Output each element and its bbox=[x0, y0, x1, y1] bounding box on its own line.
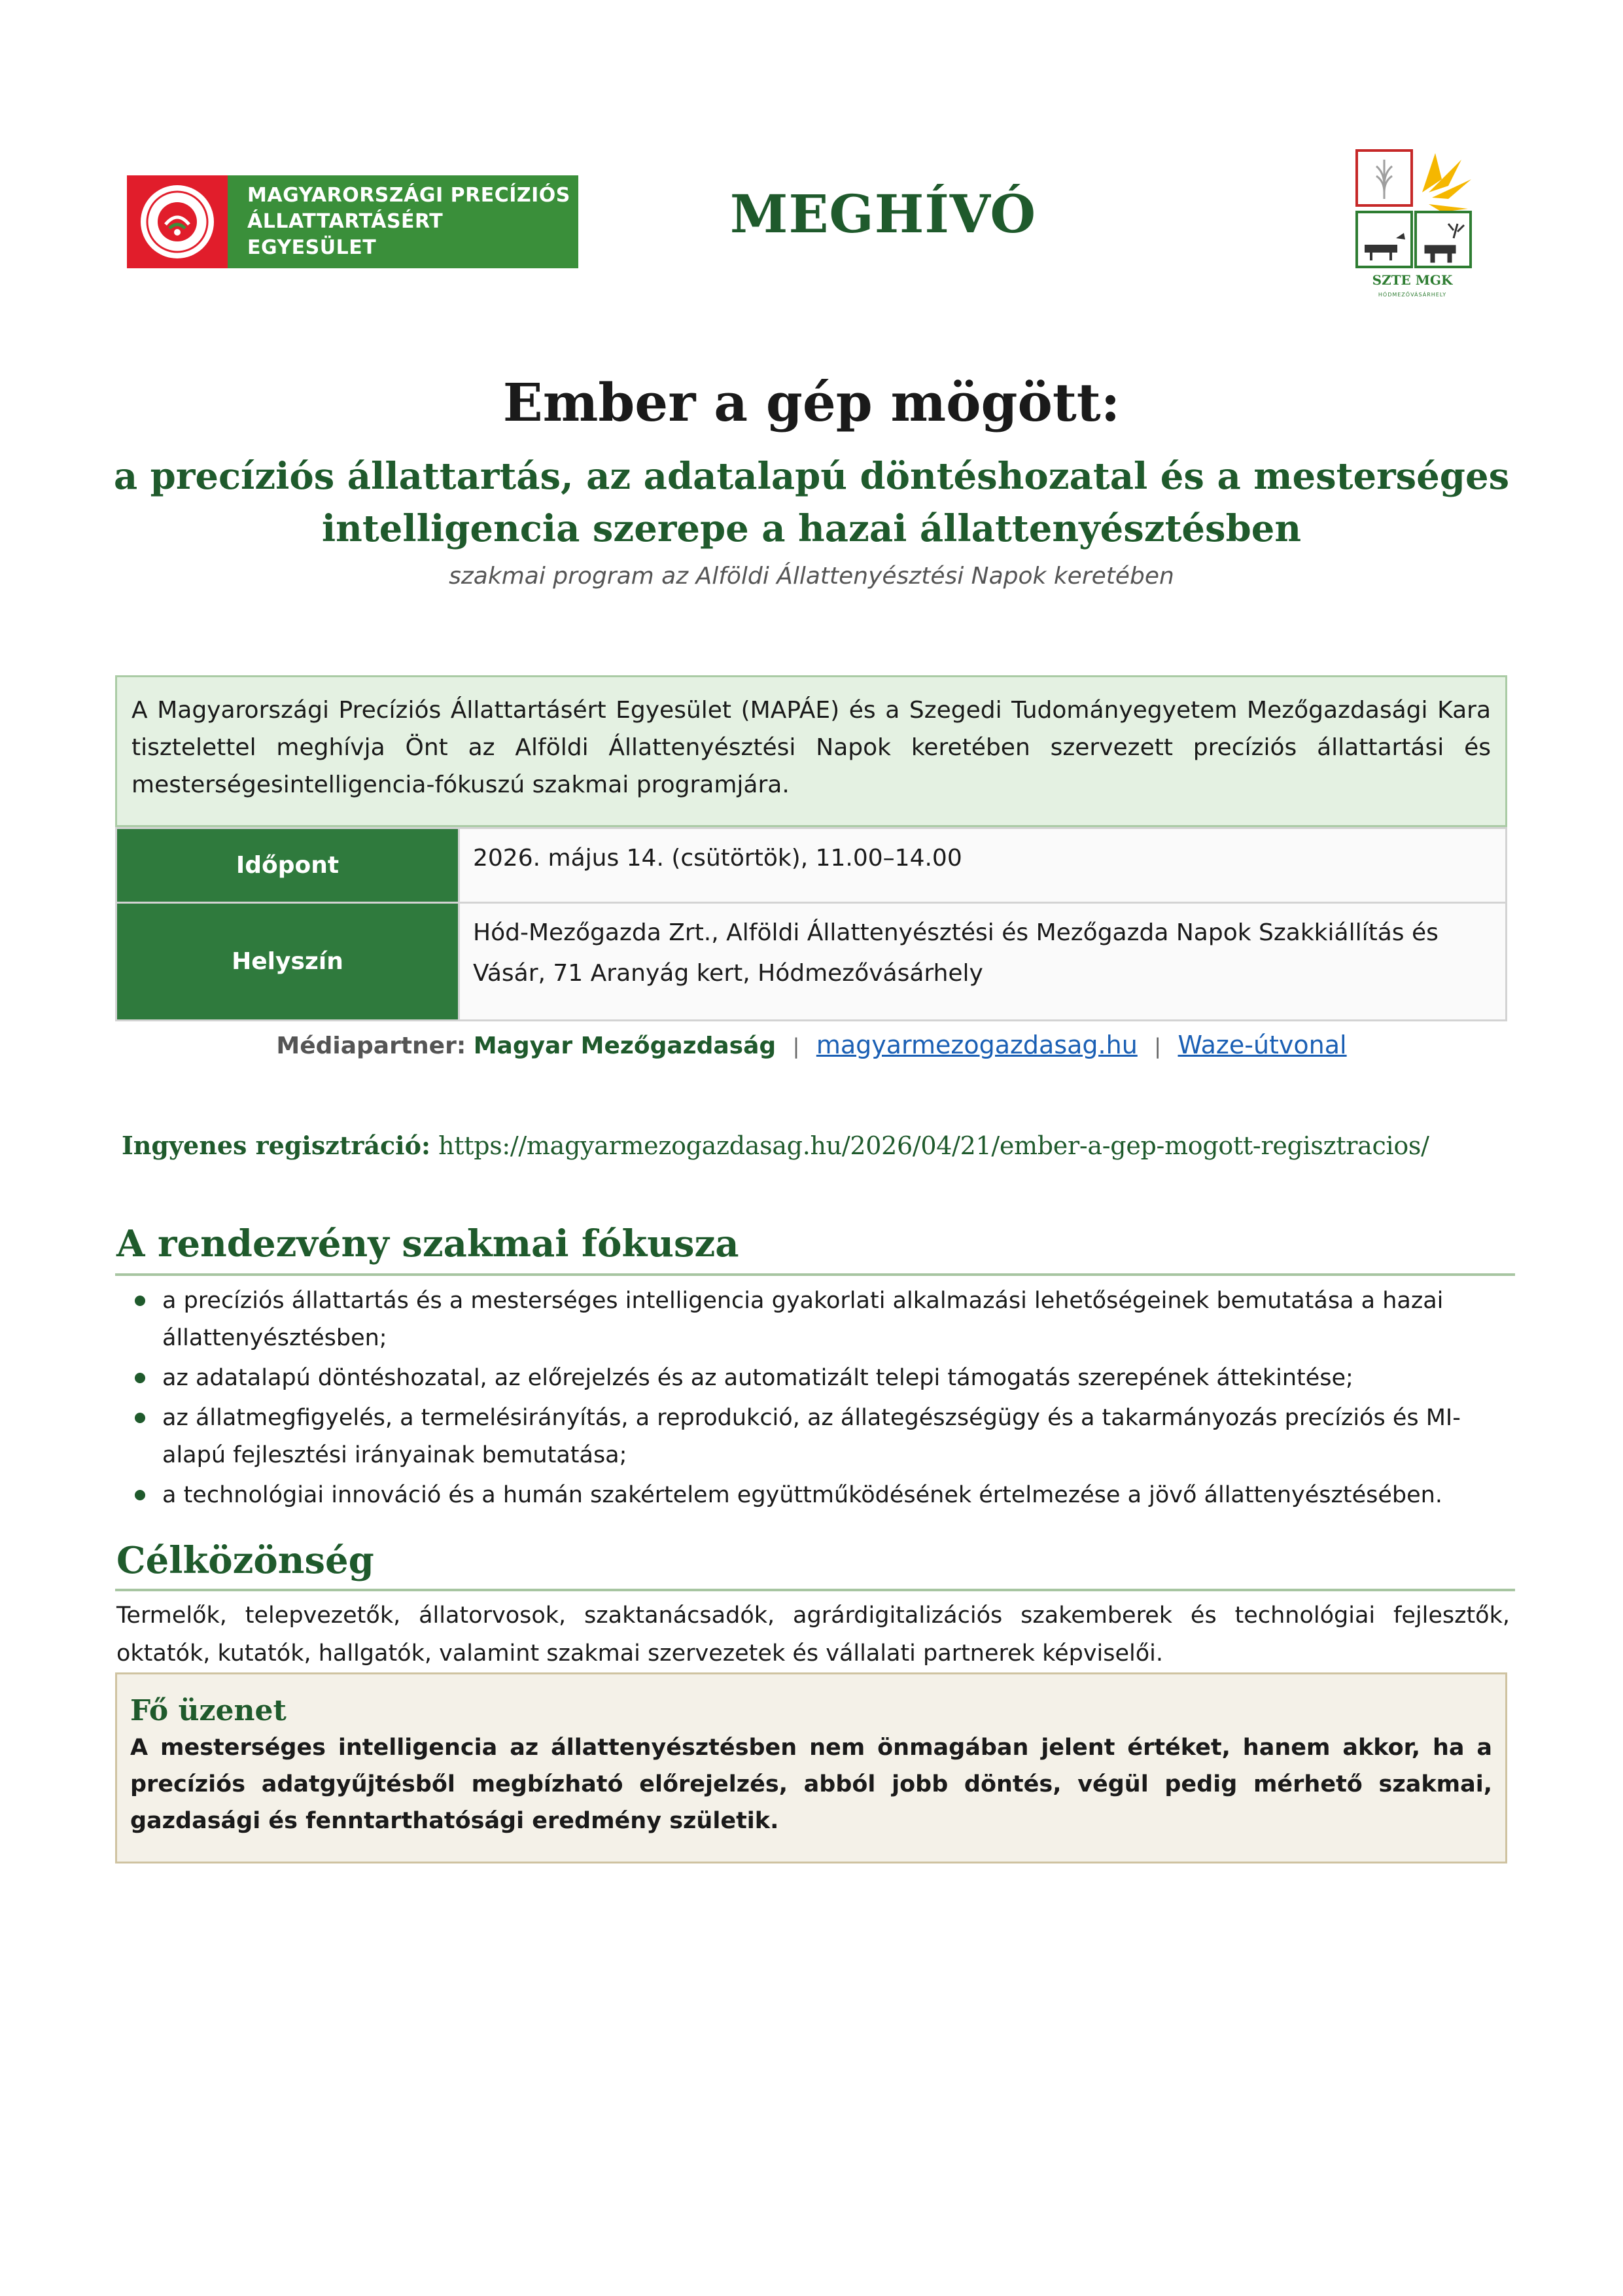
media-partner-label: Médiapartner: bbox=[276, 1033, 466, 1059]
bullet-icon bbox=[135, 1413, 145, 1423]
szte-mgk-city: HÓDMEZŐVÁSÁRHELY bbox=[1378, 292, 1447, 298]
venue-label: Helyszín bbox=[116, 903, 459, 1021]
bullet-icon bbox=[135, 1490, 145, 1500]
date-label: Időpont bbox=[116, 828, 459, 903]
separator: | bbox=[792, 1034, 800, 1059]
mapae-emblem-icon bbox=[127, 175, 228, 268]
szte-mgk-logo bbox=[1350, 147, 1475, 310]
document-type-heading: MEGHÍVÓ bbox=[729, 183, 1037, 245]
event-subtitle-line2: intelligencia szerepe a hazai állattenyésztésben bbox=[321, 507, 1302, 550]
focus-list bbox=[131, 1282, 1511, 1517]
date-value: 2026. május 14. (csütörtök), 11.00–14.00 bbox=[459, 828, 1507, 903]
registration-label: Ingyenes regisztráció: bbox=[122, 1131, 430, 1160]
event-tagline: szakmai program az Alföldi Állattenyésztési Napok keretében bbox=[449, 563, 1174, 590]
event-title: Ember a gép mögött: bbox=[502, 372, 1121, 433]
mapae-logo bbox=[127, 175, 578, 268]
media-website-link[interactable]: magyarmezogazdasag.hu bbox=[816, 1031, 1138, 1059]
invitation-box bbox=[115, 675, 1507, 827]
bullet-icon bbox=[135, 1373, 145, 1383]
list-item-text: a technológiai innováció és a humán szakértelem együttműködésének értelmezése a jövő állattenyésztésében. bbox=[162, 1482, 1442, 1508]
szte-mgk-name: SZTE MGK bbox=[1372, 272, 1453, 288]
list-item bbox=[131, 1282, 1511, 1357]
waze-route-link[interactable]: Waze-útvonal bbox=[1178, 1031, 1347, 1059]
audience-text: Termelők, telepvezetők, állatorvosok, szaktanácsadók, agrárdigitalizációs szakemberek és technológiai fejlesztők, oktatók, kutatók, hallgatók, valamint szakmai szervezetek és vállalati partnerek képviselői. bbox=[116, 1602, 1510, 1667]
separator: | bbox=[1154, 1034, 1162, 1059]
section-divider bbox=[115, 1273, 1515, 1276]
key-message-box bbox=[115, 1672, 1507, 1863]
venue-row bbox=[116, 903, 1507, 1021]
media-partner-name: Magyar Mezőgazdaság bbox=[473, 1033, 777, 1059]
list-item-text: az állatmegfigyelés, a termelésirányítás, a reprodukció, az állategészségügy és a takarmányozás precíziós és MI-alapú fejlesztési irányainak bemutatása; bbox=[162, 1405, 1461, 1468]
szte-mgk-emblem-icon bbox=[1350, 147, 1475, 271]
org-name-line1: MAGYARORSZÁGI PRECÍZIÓS bbox=[247, 184, 570, 207]
venue-value: Hód-Mezőgazda Zrt., Alföldi Állattenyésztési és Mezőgazda Napok Szakkiállítás és Vásár, 71 Aranyág kert, Hódmezővásárhely bbox=[459, 903, 1507, 1021]
key-message-title: Fő üzenet bbox=[130, 1694, 287, 1727]
list-item bbox=[131, 1360, 1511, 1397]
focus-section-title: A rendezvény szakmai fókusza bbox=[116, 1222, 739, 1265]
list-item-text: a precíziós állattartás és a mesterséges intelligencia gyakorlati alkalmazási lehetőségeinek bemutatása a hazai állattenyésztésben; bbox=[162, 1288, 1444, 1351]
section-divider bbox=[115, 1589, 1515, 1591]
key-message-text: A mesterséges intelligencia az állattenyésztésben nem önmagában jelent értéket, hanem akkor, ha a precíziós adatgyűjtésből megbízható előrejelzés, abból jobb döntés, végül pedig mérhető szakmai, gazdasági és fenntarthatósági eredmény születik. bbox=[130, 1735, 1492, 1834]
media-partner-line bbox=[65, 1031, 1558, 1059]
date-row bbox=[116, 828, 1507, 903]
list-item bbox=[131, 1400, 1511, 1474]
list-item-text: az adatalapú döntéshozatal, az előrejelzés és az automatizált telepi támogatás szerepének áttekintése; bbox=[162, 1365, 1353, 1391]
bullet-icon bbox=[135, 1296, 145, 1306]
event-subtitle-line1: a precíziós állattartás, az adatalapú döntéshozatal és a mesterséges bbox=[113, 455, 1510, 498]
mapae-name bbox=[228, 175, 578, 268]
list-item bbox=[131, 1477, 1511, 1514]
org-name-line2: ÁLLATTARTÁSÉRT EGYESÜLET bbox=[247, 210, 444, 259]
invitation-text: A Magyarországi Precíziós Állattartásért Egyesület (MAPÁE) és a Szegedi Tudományegyetem Mezőgazdasági Kara tisztelettel meghívja Önt az Alföldi Állattenyésztési Napok keretében szervezett precíziós állattartási és mesterségesintelligencia-fókuszú szakmai programjára. bbox=[131, 697, 1491, 798]
audience-section-title: Célközönség bbox=[116, 1539, 374, 1582]
registration-url-link[interactable]: https://magyarmezogazdasag.hu/2026/04/21/ember-a-gep-mogott-regisztracios/ bbox=[438, 1131, 1429, 1160]
event-details-table bbox=[115, 827, 1507, 1021]
registration-line bbox=[122, 1131, 1561, 1160]
event-subtitle bbox=[92, 450, 1531, 555]
